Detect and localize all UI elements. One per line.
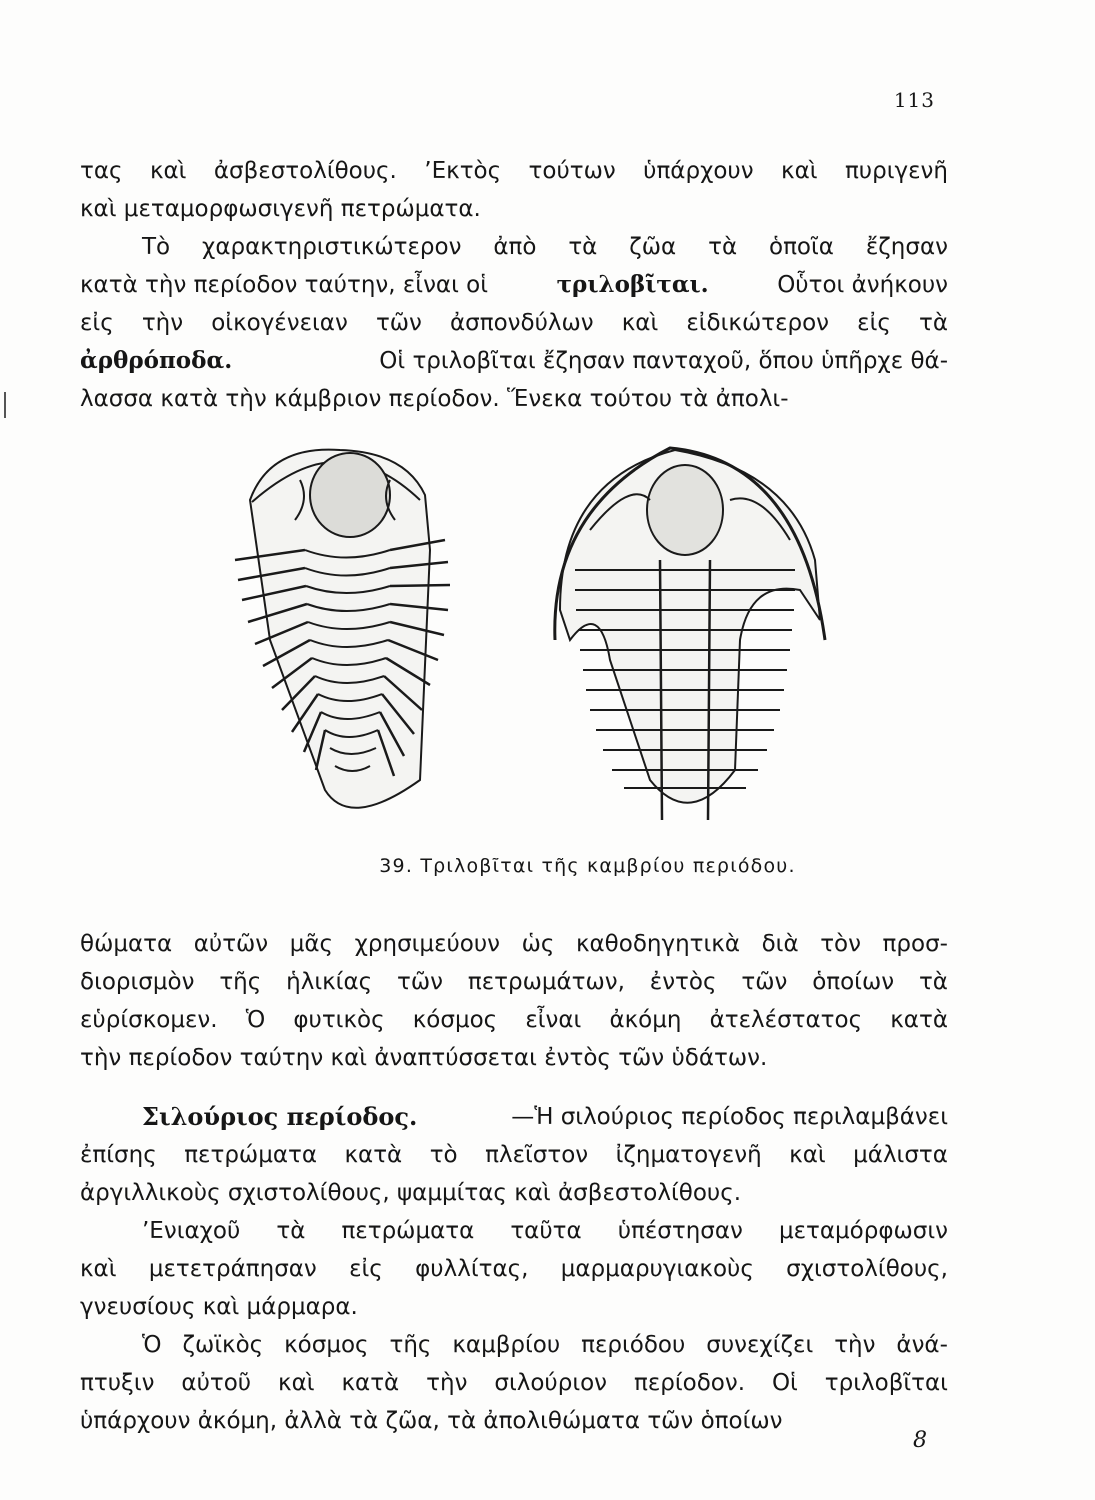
word: κατὰ [890,1007,948,1033]
word: τὰ [276,1218,306,1244]
word: καὶ [789,1142,826,1168]
text-line [80,1136,948,1174]
word: εἰδικώτερον [686,310,830,336]
figure-caption: 39. Τριλοβῖται τῆς καμβρίου περιόδου. [379,855,796,877]
word: περιόδου [581,1332,686,1358]
word: ζῶα [629,234,677,260]
word: πυριγενῆ [844,158,948,184]
text-line [80,1098,948,1136]
word: μάλιστα [853,1142,948,1168]
text-line [80,228,948,266]
word: καὶ [80,1256,117,1282]
word: αὐτῶν [193,931,269,957]
word: ἀκόμη [609,1007,682,1033]
paragraph-silurian-period [80,1098,948,1440]
text-segment [142,228,948,266]
text-line [80,304,948,342]
bold-term: τριλοβῖται. [556,271,709,298]
word: ’Εκτὸς [424,158,502,184]
word: τὰ [918,310,948,336]
text-segment: Οἱ τριλοβῖται ἔζησαν πανταχοῦ, ὅπου ὑπῆρχε θά- [371,348,948,374]
bold-term: ἀρθρόποδα. [80,347,233,374]
word: τῆς [219,969,262,995]
word: καμβρίου [452,1332,561,1358]
word: ἀπὸ [493,234,537,260]
word: οἰκογένειαν [211,310,348,336]
text-line [80,1326,948,1364]
word: διὰ [761,931,799,957]
word: σιλούριον [494,1370,608,1396]
text-segment [80,925,948,963]
word: πετρώματα [341,1218,475,1244]
word: ὑπάρχουν [643,158,754,184]
text-segment [80,963,948,1001]
word: κόσμος [412,1007,498,1033]
text-segment: κατὰ τὴν περίοδον ταύτην, εἶναι οἱ [80,272,496,298]
word: μετετράπησαν [148,1256,317,1282]
word: τῶν [397,969,443,995]
word: εὑρίσκομεν. [80,1007,218,1033]
word: ὁποίων [812,969,895,995]
word: χρησιμεύουν [354,931,501,957]
word: εἰς [80,310,114,336]
paragraph-trilobites-intro [80,152,948,418]
word: περίοδον. [633,1370,746,1396]
word: εἰς [349,1256,383,1282]
word: πτυξιν [80,1370,155,1396]
word: τὸν [820,931,861,957]
word: τῆς [389,1332,432,1358]
paragraph-fossils-use [80,925,948,1077]
trilobite-figure [230,440,970,840]
word: τριλοβῖται [824,1370,948,1396]
text-line [80,266,948,304]
word: ἀσπονδύλων [450,310,594,336]
text-segment [80,1136,948,1174]
text-line [80,380,948,418]
word: φυτικὸς [293,1007,385,1033]
text-segment: τὴν περίοδον ταύτην καὶ ἀναπτύσσεται ἐντὸς τῶν ὑδάτων. [80,1045,768,1071]
word: φυλλίτας, [415,1256,529,1282]
section-heading: Σιλούριος περίοδος. [142,1102,418,1131]
word: ’Ενιαχοῦ [142,1218,241,1244]
text-segment: καὶ μεταμορφωσιγενῆ πετρώματα. [80,196,481,222]
word: συνεχίζει [706,1332,814,1358]
word: μαρμαρυγιακοὺς [560,1256,754,1282]
word: ἀνά- [896,1332,948,1358]
word: τὴν [834,1332,876,1358]
word: πετρώματα [184,1142,317,1168]
word: τας [80,158,123,184]
text-line [80,152,948,190]
text-segment [80,1001,948,1039]
word: μᾶς [289,931,334,957]
word: καὶ [621,310,659,336]
text-line [80,190,948,228]
word: θώματα [80,931,173,957]
text-line [80,1250,948,1288]
word: ταῦτα [510,1218,582,1244]
word: ἐντὸς [649,969,717,995]
text-line [80,1039,948,1077]
word: καὶ [278,1370,315,1396]
word: πλεῖστον [485,1142,589,1168]
word: χαρακτηριστικώτερον [202,234,462,260]
word: Ὁ [245,1007,266,1033]
word: ζωϊκὸς [182,1332,264,1358]
word: διορισμὸν [80,969,195,995]
margin-mark [4,392,6,418]
text-segment [142,1326,948,1364]
word: Οἱ [771,1370,798,1396]
word: ὑπέστησαν [617,1218,743,1244]
word: κατὰ [341,1370,400,1396]
text-line [80,1288,948,1326]
word: τῶν [375,310,422,336]
word: καθοδηγητικὰ [575,931,741,957]
word: τὰ [918,969,948,995]
word: ἀσβεστολίθους. [213,158,397,184]
page-number: 113 [893,88,935,112]
word: προσ- [882,931,948,957]
text-segment [80,1250,948,1288]
text-line [80,1364,948,1402]
word: τὸ [429,1142,458,1168]
word: τὴν [141,310,184,336]
text-segment: ἀργιλλικοὺς σχιστολίθους, ψαμμίτας καὶ ἀσβεστολίθους. [80,1180,742,1206]
word: μεταμόρφωσιν [778,1218,948,1244]
text-line [80,925,948,963]
word: τούτων [528,158,616,184]
word: σχιστολίθους, [786,1256,948,1282]
word: πετρωμάτων, [467,969,625,995]
text-segment: γνευσίους καὶ μάρμαρα. [80,1294,358,1320]
text-line [80,1212,948,1250]
word: τὴν [426,1370,468,1396]
word: αὐτοῦ [181,1370,252,1396]
word: ὁποῖα [769,234,834,260]
word: ἰζηματογενῆ [615,1142,762,1168]
text-line [80,1402,948,1440]
text-line [80,342,948,380]
word: καὶ [781,158,818,184]
word: ἡλικίας [286,969,373,995]
text-segment: Οὗτοι ἀνήκουν [769,272,948,298]
text-segment [80,304,948,342]
text-segment [142,1212,948,1250]
signature-mark: 8 [913,1428,927,1453]
text-segment [80,152,948,190]
word: ἀτελέστατος [709,1007,863,1033]
word: τὰ [568,234,598,260]
word: κατὰ [344,1142,403,1168]
text-segment: λασσα κατὰ τὴν κάμβριον περίοδον. Ἕνεκα τούτου τὰ ἀπολι- [80,386,789,412]
text-segment: ὑπάρχουν ἀκόμη, ἀλλὰ τὰ ζῶα, τὰ ἀπολιθώματα τῶν ὁποίων [80,1408,783,1434]
text-segment: —Ἡ σιλούριος περίοδος περιλαμβάνει [511,1104,948,1130]
word: εἰς [857,310,891,336]
word: ἔζησαν [865,234,948,260]
word: κόσμος [284,1332,369,1358]
text-line [80,963,948,1001]
word: καὶ [149,158,187,184]
word: Τὸ [142,234,171,260]
word: τὰ [708,234,738,260]
text-segment [80,1364,948,1402]
text-line [80,1001,948,1039]
word: τῶν [741,969,788,995]
word: εἶναι [525,1007,582,1033]
word: ἐπίσης [80,1142,157,1168]
word: ὡς [521,931,555,957]
word: Ὁ [142,1332,162,1358]
text-line [80,1174,948,1212]
